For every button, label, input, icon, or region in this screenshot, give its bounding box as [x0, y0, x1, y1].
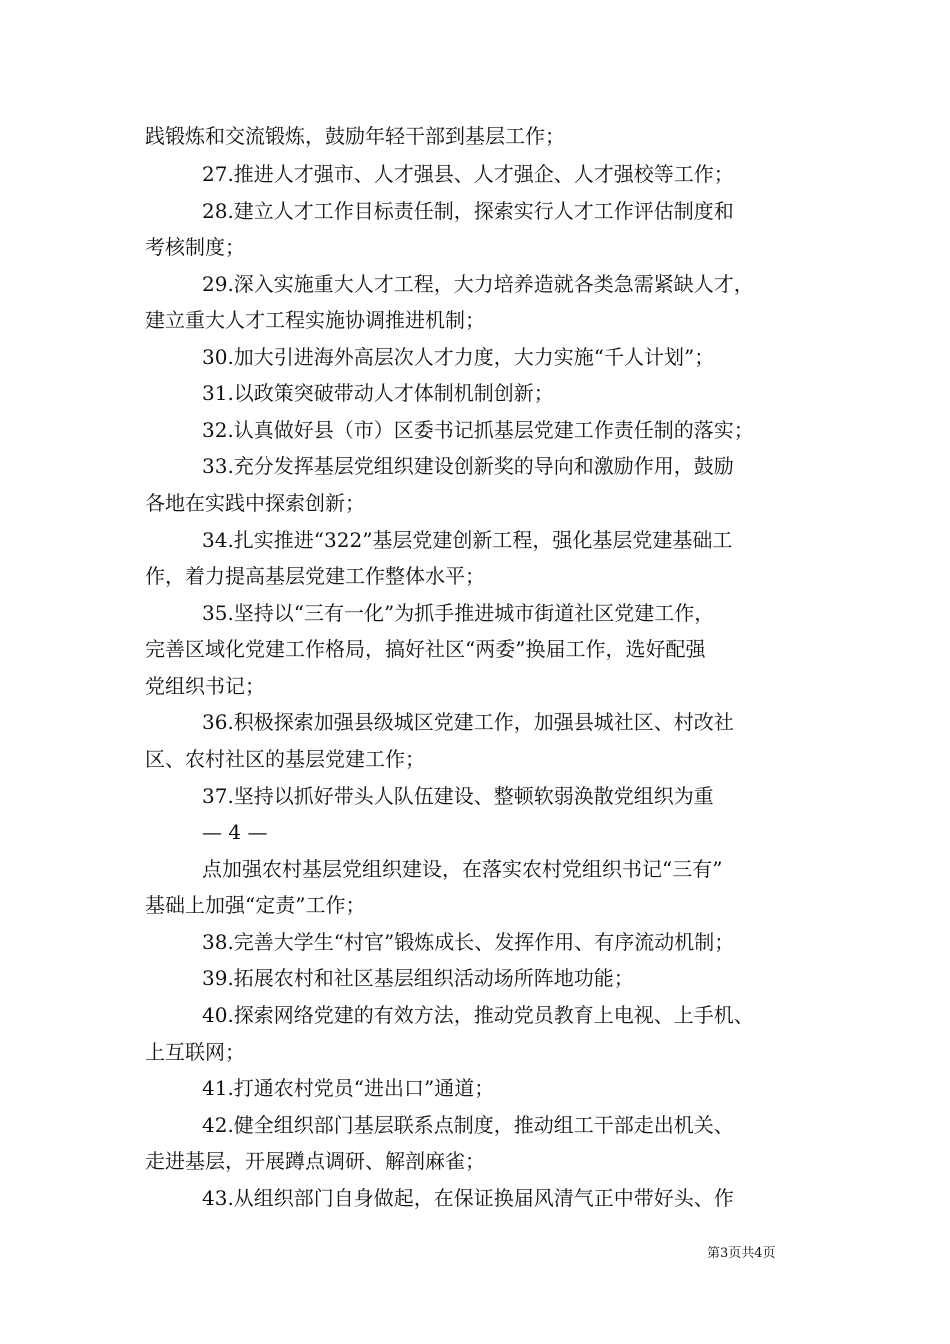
text-line: 38.完善大学生“村官”锻炼成长、发挥作用、有序流动机制；	[202, 930, 735, 954]
text-line: 39.拓展农村和社区基层组织活动场所阵地功能；	[202, 966, 634, 990]
text-line: 43.从组织部门自身做起，在保证换届风清气正中带好头、作	[202, 1186, 734, 1210]
text-line: 42.健全组织部门基层联系点制度，推动组工干部走出机关、	[202, 1113, 734, 1137]
text-line: 31.以政策突破带动人才体制机制创新；	[202, 381, 554, 405]
text-line: 41.打通农村党员“进出口”通道；	[202, 1076, 495, 1100]
text-line: 上互联网；	[145, 1040, 245, 1064]
text-line: 建立重大人才工程实施协调推进机制；	[145, 308, 485, 332]
text-line: 29.深入实施重大人才工程，大力培养造就各类急需紧缺人才，	[202, 272, 754, 296]
text-line: 28.建立人才工作目标责任制，探索实行人才工作评估制度和	[202, 199, 734, 223]
text-line: 30.加大引进海外高层次人才力度，大力实施“千人计划”；	[202, 345, 715, 369]
text-line: 32.认真做好县（市）区委书记抓基层党建工作责任制的落实；	[202, 418, 754, 442]
text-line: 践锻炼和交流锻炼，鼓励年轻干部到基层工作；	[145, 124, 565, 148]
text-line: 考核制度；	[145, 235, 245, 259]
text-line: 各地在实践中探索创新；	[145, 491, 365, 515]
text-line: 作，着力提高基层党建工作整体水平；	[145, 564, 485, 588]
text-line: 走进基层，开展蹲点调研、解剖麻雀；	[145, 1149, 485, 1173]
text-line: 点加强农村基层党组织建设，在落实农村党组织书记“三有”	[202, 857, 723, 881]
page-number-marker: — 4 —	[202, 820, 268, 844]
text-line: 36.积极探索加强县级城区党建工作，加强县城社区、村改社	[202, 710, 734, 734]
text-line: 37.坚持以抓好带头人队伍建设、整顿软弱涣散党组织为重	[202, 784, 714, 808]
text-line: 33.充分发挥基层党组织建设创新奖的导向和激励作用，鼓励	[202, 454, 734, 478]
text-line: 35.坚持以“三有一化”为抓手推进城市街道社区党建工作，	[202, 601, 715, 625]
text-line: 27.推进人才强市、人才强县、人才强企、人才强校等工作；	[202, 162, 734, 186]
text-line: 40.探索网络党建的有效方法，推动党员教育上电视、上手机、	[202, 1003, 754, 1027]
text-line: 党组织书记；	[145, 674, 265, 698]
page-footer: 第3页共4页	[707, 1246, 776, 1261]
text-line: 34.扎实推进“322”基层党建创新工程，强化基层党建基础工	[202, 528, 733, 552]
text-line: 区、农村社区的基层党建工作；	[145, 747, 425, 771]
text-line: 完善区域化党建工作格局，搞好社区“两委”换届工作，选好配强	[145, 637, 706, 661]
text-line: 基础上加强“定责”工作；	[145, 893, 366, 917]
